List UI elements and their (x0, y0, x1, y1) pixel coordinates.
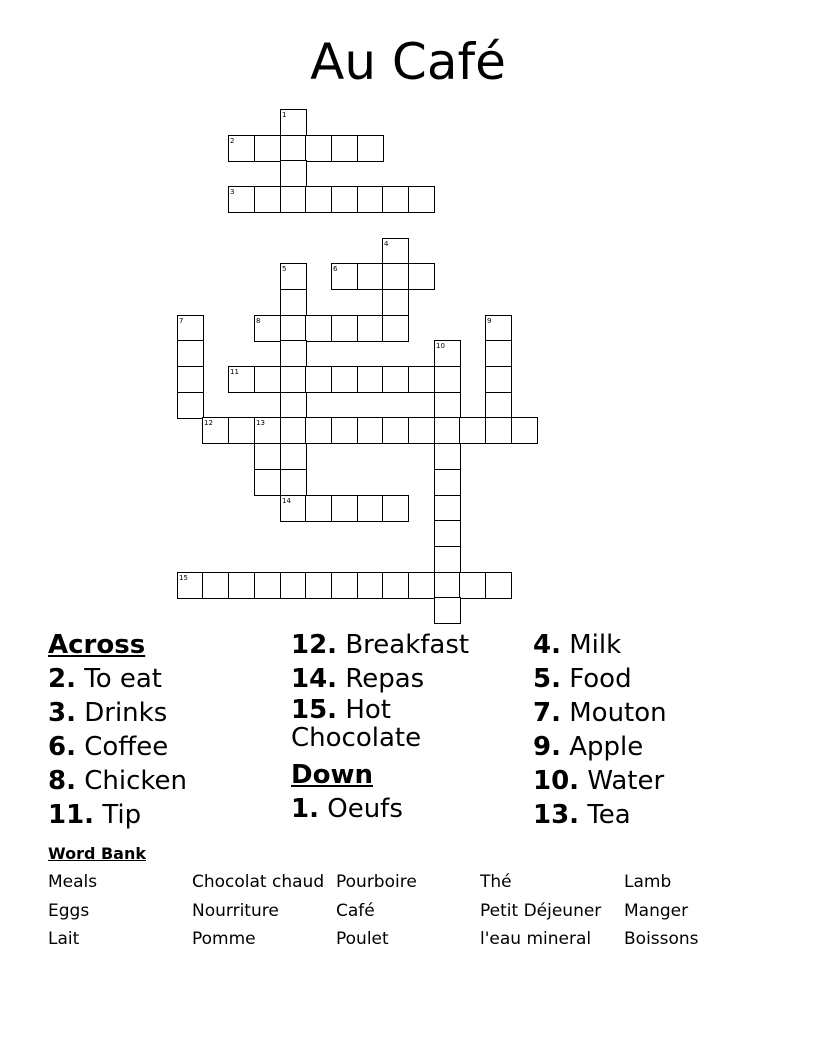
grid-cell[interactable] (382, 238, 409, 265)
grid-cell[interactable] (434, 443, 461, 470)
grid-cell[interactable] (408, 417, 435, 444)
grid-cell[interactable] (459, 572, 486, 599)
down-heading: Down (291, 760, 373, 790)
grid-cell[interactable] (305, 495, 332, 522)
clue-text: Repas (345, 664, 425, 694)
clue-across-8 (48, 764, 288, 798)
clue-number: 11. (48, 800, 95, 830)
grid-cell[interactable] (228, 366, 255, 393)
grid-cell[interactable] (485, 340, 512, 367)
word-bank-item: Meals (48, 872, 98, 892)
grid-cell[interactable] (485, 315, 512, 342)
grid-cell[interactable] (228, 417, 255, 444)
grid-cell[interactable] (331, 572, 358, 599)
clue-across-2 (48, 662, 288, 696)
page-title: Au Café (310, 33, 506, 91)
word-bank-item: Petit Déjeuner (480, 900, 602, 921)
clue-number: 14. (291, 664, 338, 694)
clue-text: Drinks (84, 698, 168, 728)
clues-column-1 (48, 628, 288, 832)
grid-cell[interactable] (511, 417, 538, 444)
grid-cell[interactable] (254, 186, 281, 213)
clue-down-7 (533, 696, 773, 730)
clue-number: 9. (533, 732, 561, 762)
grid-cell[interactable] (305, 315, 332, 342)
clue-number: 10. (533, 766, 580, 796)
word-bank-item: Lamb (624, 872, 672, 892)
clue-text: Breakfast (345, 630, 470, 660)
cell-number: 1 (282, 111, 287, 119)
clue-number: 12. (291, 630, 338, 660)
cell-number: 2 (230, 137, 235, 145)
grid-cell[interactable] (434, 469, 461, 496)
grid-cell[interactable] (408, 366, 435, 393)
cell-number: 4 (384, 240, 389, 248)
grid-cell[interactable] (357, 366, 384, 393)
grid-cell[interactable] (357, 495, 384, 522)
grid-cell[interactable] (434, 546, 461, 573)
clue-number: 4. (533, 630, 561, 660)
grid-cell[interactable] (280, 392, 307, 419)
clue-text: Tea (587, 800, 631, 830)
clue-down-1 (291, 792, 531, 826)
grid-cell[interactable] (280, 109, 307, 136)
clue-number: 6. (48, 732, 76, 762)
grid-cell[interactable] (228, 186, 255, 213)
clue-across-15 (291, 696, 471, 752)
word-bank-item: Eggs (48, 900, 90, 921)
clue-down-5 (533, 662, 773, 696)
grid-cell[interactable] (280, 289, 307, 316)
word-bank-item: Pomme (192, 929, 256, 949)
grid-cell[interactable] (357, 417, 384, 444)
clue-number: 15. (291, 695, 338, 725)
grid-cell[interactable] (280, 366, 307, 393)
cell-number: 14 (282, 497, 291, 505)
clue-number: 3. (48, 698, 76, 728)
word-bank-item: l'eau mineral (480, 929, 592, 949)
cell-number: 12 (204, 419, 213, 427)
cell-number: 15 (179, 574, 188, 582)
clue-text: Water (587, 766, 665, 796)
grid-cell[interactable] (202, 572, 229, 599)
grid-cell[interactable] (459, 417, 486, 444)
word-bank-item: Thé (480, 872, 512, 892)
grid-cell[interactable] (254, 572, 281, 599)
cell-number: 5 (282, 265, 287, 273)
clue-text: Hot Chocolate (291, 695, 422, 753)
word-bank-item: Boissons (624, 929, 699, 949)
across-heading: Across (48, 630, 146, 660)
clue-across-3 (48, 696, 288, 730)
clue-text: Mouton (569, 698, 667, 728)
grid-cell[interactable] (177, 572, 204, 599)
grid-cell[interactable] (280, 186, 307, 213)
grid-cell[interactable] (485, 366, 512, 393)
grid-cell[interactable] (177, 392, 204, 419)
grid-cell[interactable] (382, 366, 409, 393)
clue-text: To eat (84, 664, 162, 694)
clue-across-11 (48, 798, 288, 832)
grid-cell[interactable] (331, 135, 358, 162)
clue-number: 5. (533, 664, 561, 694)
clue-number: 13. (533, 800, 580, 830)
clue-text: Coffee (84, 732, 169, 762)
clue-down-10 (533, 764, 773, 798)
grid-cell[interactable] (202, 417, 229, 444)
grid-cell[interactable] (382, 315, 409, 342)
grid-cell[interactable] (434, 366, 461, 393)
grid-cell[interactable] (408, 263, 435, 290)
grid-cell[interactable] (280, 135, 307, 162)
cell-number: 11 (230, 368, 239, 376)
grid-cell[interactable] (357, 572, 384, 599)
grid-cell[interactable] (485, 572, 512, 599)
grid-cell[interactable] (280, 315, 307, 342)
clue-down-4 (533, 628, 773, 662)
grid-cell[interactable] (254, 315, 281, 342)
word-bank-item: Manger (624, 900, 689, 921)
grid-cell[interactable] (254, 366, 281, 393)
clue-text: Apple (569, 732, 644, 762)
grid-cell[interactable] (382, 186, 409, 213)
grid-cell[interactable] (254, 417, 281, 444)
grid-cell[interactable] (280, 469, 307, 496)
grid-cell[interactable] (357, 315, 384, 342)
grid-cell[interactable] (382, 417, 409, 444)
grid-cell[interactable] (357, 186, 384, 213)
grid-cell[interactable] (305, 186, 332, 213)
grid-cell[interactable] (280, 160, 307, 187)
grid-cell[interactable] (408, 186, 435, 213)
grid-cell[interactable] (305, 135, 332, 162)
clue-text: Food (569, 664, 632, 694)
grid-cell[interactable] (280, 417, 307, 444)
grid-cell[interactable] (228, 572, 255, 599)
grid-cell[interactable] (177, 340, 204, 367)
cell-number: 8 (256, 317, 261, 325)
grid-cell[interactable] (382, 289, 409, 316)
grid-cell[interactable] (331, 263, 358, 290)
grid-cell[interactable] (305, 366, 332, 393)
word-bank-item: Café (336, 900, 375, 921)
grid-cell[interactable] (305, 572, 332, 599)
grid-cell[interactable] (357, 135, 384, 162)
grid-cell[interactable] (434, 495, 461, 522)
grid-cell[interactable] (228, 135, 255, 162)
grid-cell[interactable] (331, 366, 358, 393)
clue-text: Tip (102, 800, 142, 830)
grid-cell[interactable] (434, 597, 461, 624)
grid-cell[interactable] (177, 315, 204, 342)
cell-number: 10 (436, 342, 445, 350)
cell-number: 7 (179, 317, 184, 325)
word-bank-item: Lait (48, 929, 80, 949)
grid-cell[interactable] (485, 392, 512, 419)
clue-text: Oeufs (327, 794, 403, 824)
grid-cell[interactable] (331, 315, 358, 342)
grid-cell[interactable] (331, 417, 358, 444)
cell-number: 3 (230, 188, 235, 196)
grid-cell[interactable] (434, 392, 461, 419)
grid-cell[interactable] (254, 443, 281, 470)
grid-cell[interactable] (305, 417, 332, 444)
grid-cell[interactable] (254, 469, 281, 496)
clue-number: 1. (291, 794, 319, 824)
cell-number: 6 (333, 265, 338, 273)
clues-column-3 (533, 628, 773, 832)
word-bank-item: Pourboire (336, 872, 417, 892)
cell-number: 13 (256, 419, 265, 427)
clue-text: Chicken (84, 766, 187, 796)
grid-cell[interactable] (408, 572, 435, 599)
clue-across-6 (48, 730, 288, 764)
word-bank-title: Word Bank (48, 844, 147, 863)
clue-down-9 (533, 730, 773, 764)
grid-cell[interactable] (280, 340, 307, 367)
grid-cell[interactable] (382, 495, 409, 522)
word-bank-item: Nourriture (192, 900, 279, 921)
grid-cell[interactable] (434, 340, 461, 367)
grid-cell[interactable] (331, 495, 358, 522)
clue-number: 2. (48, 664, 76, 694)
clue-text: Milk (569, 630, 622, 660)
grid-cell[interactable] (382, 263, 409, 290)
grid-cell[interactable] (280, 263, 307, 290)
grid-cell[interactable] (254, 135, 281, 162)
grid-cell[interactable] (434, 520, 461, 547)
grid-cell[interactable] (434, 417, 461, 444)
word-bank-item: Chocolat chaud (192, 872, 325, 892)
grid-cell[interactable] (280, 495, 307, 522)
grid-cell[interactable] (280, 572, 307, 599)
clues-column-2 (291, 628, 531, 826)
cell-number: 9 (487, 317, 492, 325)
word-bank-item: Poulet (336, 929, 389, 949)
clue-number: 7. (533, 698, 561, 728)
grid-cell[interactable] (434, 572, 461, 599)
grid-cell[interactable] (382, 572, 409, 599)
grid-cell[interactable] (177, 366, 204, 393)
clue-across-12 (291, 628, 531, 662)
grid-cell[interactable] (280, 443, 307, 470)
clue-across-14 (291, 662, 531, 696)
clue-down-13 (533, 798, 773, 832)
grid-cell[interactable] (331, 186, 358, 213)
grid-cell[interactable] (485, 417, 512, 444)
clue-number: 8. (48, 766, 76, 796)
grid-cell[interactable] (357, 263, 384, 290)
